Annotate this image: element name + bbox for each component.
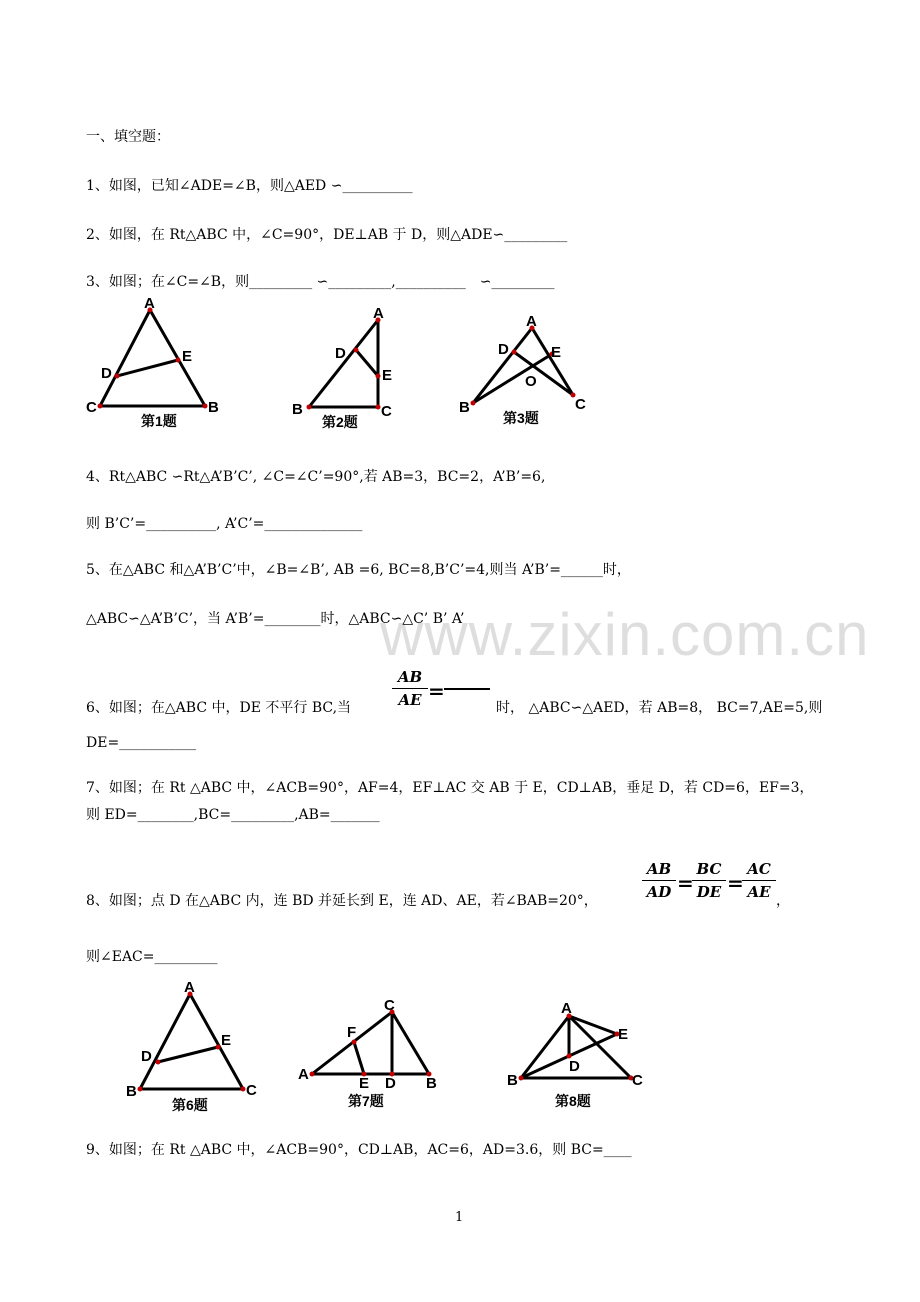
q8-fraction-3-den: AE (747, 883, 771, 901)
fig2-label-b: B (292, 401, 303, 418)
q8-equals-1: = (677, 871, 694, 895)
question-6b: 时， △ABC∽△AED，若 AB=8， BC=7,AE=5,则 (496, 700, 823, 716)
q8-equals-2: = (727, 871, 744, 895)
fig2-caption: 第2题 (322, 414, 358, 430)
fig3-label-e: E (551, 344, 562, 361)
figure-8 (505, 994, 655, 1119)
q6-blank (444, 688, 490, 690)
question-5b: △ABC∽△A’B’C’，当 A’B’=________时，△ABC∽△C’ B’ A’ (86, 611, 465, 627)
fig7-label-a: A (298, 1066, 309, 1083)
question-4a: 4、Rt△ABC ∽Rt△A’B’C’, ∠C=∠C’=90°,若 AB=3，BC=2，A’B’=6, (86, 469, 546, 485)
figure-2 (288, 300, 408, 440)
fig1-label-a: A (144, 295, 155, 312)
question-8a: 8、如图；点 D 在△ABC 内，连 BD 并延长到 E，连 AD、AE，若∠BAB=20°， (86, 893, 598, 909)
q6-equals: = (428, 679, 445, 703)
fig3-label-d: D (498, 341, 509, 358)
fig6-label-a: A (184, 979, 195, 996)
fig1-label-c: C (86, 399, 97, 416)
question-4b: 则 B’C’=__________, A’C’=______________ (86, 516, 363, 532)
question-7a: 7、如图；在 Rt △ABC 中，∠ACB=90°，AF=4，EF⊥AC 交 AB 于 E，CD⊥AB，垂足 D，若 CD=6，EF=3， (86, 780, 814, 796)
fig3-caption: 第3题 (503, 410, 539, 426)
fig8-label-e: E (618, 1026, 629, 1043)
figure-6 (120, 976, 270, 1116)
question-9: 9、如图；在 Rt △ABC 中，∠ACB=90°，CD⊥AB，AC=6，AD=3.6，则 BC=____ (86, 1142, 632, 1158)
q8-fraction-3-num: AC (742, 860, 776, 881)
fig8-caption: 第8题 (555, 1093, 591, 1109)
fig2-label-d: D (335, 345, 346, 362)
section-title: 一、填空题： (86, 129, 170, 145)
fig1-caption: 第1题 (141, 413, 177, 429)
question-6a: 6、如图；在△ABC 中，DE 不平行 BC,当 (86, 700, 352, 716)
fig8-label-c: C (632, 1072, 643, 1089)
fig3-label-o: O (525, 373, 537, 390)
q8-fraction-2-num: BC (692, 860, 726, 881)
fig6-label-c: C (246, 1082, 257, 1099)
q6-fraction-den: AE (398, 691, 422, 709)
q8-fraction-3 (742, 860, 776, 901)
question-8b: 则∠EAC=_________ (86, 949, 218, 965)
q6-fraction-num: AB (392, 668, 428, 689)
fig7-label-c: C (384, 997, 395, 1014)
q6-fraction (392, 668, 428, 709)
fig6-label-d: D (141, 1048, 152, 1065)
question-1: 1、如图，已知∠ADE=∠B，则△AED ∽__________ (86, 178, 413, 194)
q8-fraction-2-den: DE (696, 883, 722, 901)
q8-fraction-2 (692, 860, 726, 901)
fig3-label-c: C (575, 396, 586, 413)
fig7-label-e: E (359, 1075, 370, 1092)
q8-fraction-1 (642, 860, 676, 901)
question-2: 2、如图，在 Rt△ABC 中，∠C=90°，DE⊥AB 于 D，则△ADE∽_________ (86, 227, 568, 243)
fig7-label-b: B (426, 1075, 437, 1092)
fig2-label-e: E (382, 367, 393, 384)
fig8-label-a: A (561, 1000, 572, 1017)
fig1-label-e: E (182, 348, 193, 365)
fig1-label-d: D (101, 365, 112, 382)
fig2-label-a: A (373, 305, 384, 322)
fig3-label-b: B (459, 399, 470, 416)
fig1-label-b: B (208, 399, 219, 416)
q8-fraction-1-num: AB (642, 860, 676, 881)
question-3: 3、如图；在∠C=∠B，则_________ ∽_________,__________ ∽_________ (86, 274, 555, 290)
q8-tail: ， (776, 893, 790, 909)
fig7-label-d: D (385, 1075, 396, 1092)
fig7-label-f: F (347, 1024, 357, 1041)
question-7b: 则 ED=________,BC=_________,AB=_______ (86, 807, 380, 823)
fig3-label-a: A (526, 313, 537, 330)
fig2-label-c: C (381, 403, 392, 420)
fig8-label-b: B (507, 1072, 518, 1089)
fig7-caption: 第7题 (348, 1093, 384, 1109)
question-5a: 5、在△ABC 和△A’B’C’中，∠B=∠B’, AB =6, BC=8,B’C’=4,则当 A’B’=______时， (86, 562, 631, 578)
q8-fraction-1-den: AD (646, 883, 672, 901)
fig6-label-e: E (221, 1032, 232, 1049)
figure-1 (80, 296, 240, 436)
fig6-label-b: B (126, 1083, 137, 1100)
figure-3 (455, 308, 595, 438)
fig6-caption: 第6题 (172, 1097, 208, 1113)
watermark: www.zixin.com.cn (380, 601, 870, 668)
page-number: 1 (455, 1210, 464, 1225)
fig8-label-d: D (569, 1058, 580, 1075)
figure-7 (292, 990, 452, 1115)
question-6c: DE=___________ (86, 735, 197, 751)
